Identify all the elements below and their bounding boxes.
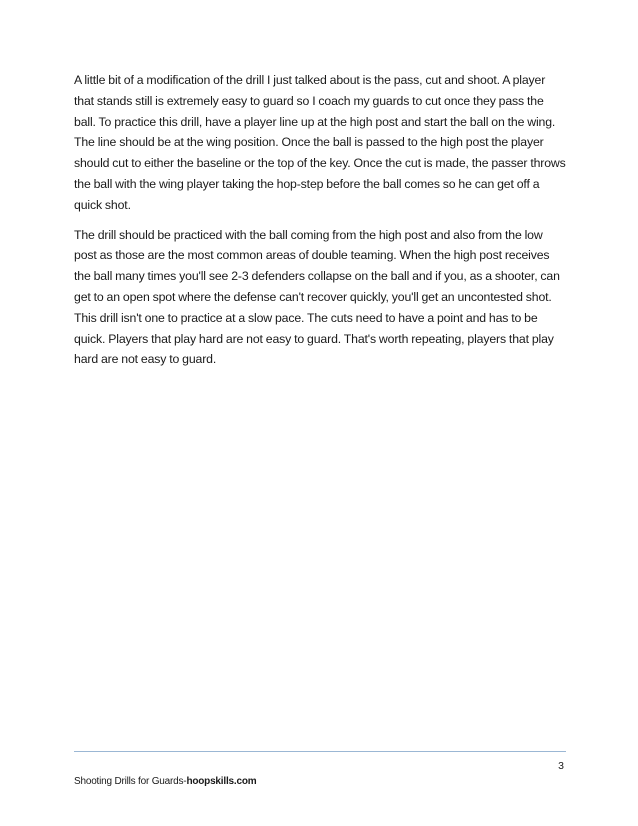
paragraph-pass-cut-shoot: A little bit of a modification of the drill I just talked about is the pass, cut and shoot. A player that stands still is extremely easy to guard so I coach my guards to cut once they pass the ball. To practice this drill, have a player line up at the high post and start the ball on the wing. The line should be at the wing position. Once the ball is passed to the high post the player should cut to either the baseline or the top of the key. Once the cut is made, the passer throws the ball with the wing player taking the hop-step before the ball comes so he can get off a quick shot. (74, 73, 566, 212)
body-text (74, 70, 566, 379)
footer-divider (74, 751, 566, 752)
footer-site-link[interactable]: hoopskills.com (186, 776, 257, 787)
paragraph-high-low-post: The drill should be practiced with the ball coming from the high post and also from the low post as those are the most common areas of double teaming. When the high post receives the ball many times you'll see 2-3 defenders collapse on the ball and if you, as a shooter, can get to an open spot where the defense can't recover quickly, you'll get an uncontested shot. This drill isn't one to practice at a slow pace. The cuts need to have a point and has to be quick. Players that play hard are not easy to guard. That's worth repeating, players that play hard are not easy to guard. (74, 227, 560, 367)
footer-text (74, 776, 256, 787)
page-number: 3 (558, 760, 564, 772)
footer-title: Shooting Drills for Guards- (74, 776, 187, 787)
